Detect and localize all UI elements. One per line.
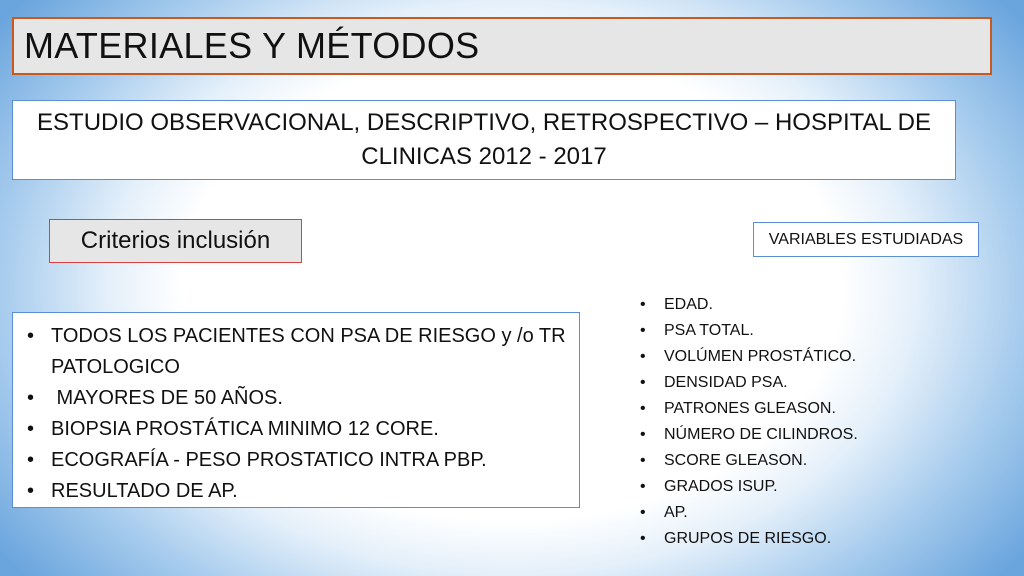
- bullet-icon: •: [640, 322, 646, 339]
- criteria-item: • MAYORES DE 50 AÑOS.: [27, 383, 567, 414]
- variable-item: • PSA TOTAL.: [640, 318, 858, 344]
- bullet-icon: •: [640, 452, 646, 469]
- bullet-icon: •: [27, 449, 35, 471]
- criteria-item: • ECOGRAFÍA - PESO PROSTATICO INTRA PBP.: [27, 445, 567, 476]
- variable-item: • SCORE GLEASON.: [640, 448, 858, 474]
- bullet-icon: •: [640, 400, 646, 417]
- study-design-box: [12, 100, 956, 180]
- variable-item: • PATRONES GLEASON.: [640, 396, 858, 422]
- study-design-text: ESTUDIO OBSERVACIONAL, DESCRIPTIVO, RETROSPECTIVO – HOSPITAL DE CLINICAS 2012 - 2017: [37, 109, 931, 170]
- slide-title: MATERIALES Y MÉTODOS: [12, 17, 992, 75]
- variable-item: • VOLÚMEN PROSTÁTICO.: [640, 344, 858, 370]
- variable-item: • GRADOS ISUP.: [640, 474, 858, 500]
- variable-item: • AP.: [640, 500, 858, 526]
- bullet-icon: •: [27, 387, 35, 409]
- bullet-icon: •: [27, 480, 35, 502]
- variable-item: • NÚMERO DE CILINDROS.: [640, 422, 858, 448]
- variable-item: • GRUPOS DE RIESGO.: [640, 526, 858, 552]
- criteria-item: • RESULTADO DE AP.: [27, 476, 567, 507]
- bullet-icon: •: [640, 296, 646, 313]
- variable-item: • DENSIDAD PSA.: [640, 370, 858, 396]
- criteria-list: [27, 321, 567, 507]
- criteria-heading: Criterios inclusión: [49, 219, 302, 263]
- bullet-icon: •: [640, 504, 646, 521]
- bullet-icon: •: [27, 325, 35, 347]
- criteria-item: • BIOPSIA PROSTÁTICA MINIMO 12 CORE.: [27, 414, 567, 445]
- bullet-icon: •: [640, 530, 646, 547]
- variable-item: • EDAD.: [640, 292, 858, 318]
- criteria-item: • TODOS LOS PACIENTES CON PSA DE RIESGO y /o TR PATOLOGICO: [27, 321, 567, 383]
- bullet-icon: •: [640, 348, 646, 365]
- variables-heading: VARIABLES ESTUDIADAS: [753, 222, 979, 257]
- bullet-icon: •: [640, 426, 646, 443]
- criteria-box: [12, 312, 580, 508]
- bullet-icon: •: [640, 478, 646, 495]
- variables-list: [640, 292, 858, 552]
- bullet-icon: •: [27, 418, 35, 440]
- bullet-icon: •: [640, 374, 646, 391]
